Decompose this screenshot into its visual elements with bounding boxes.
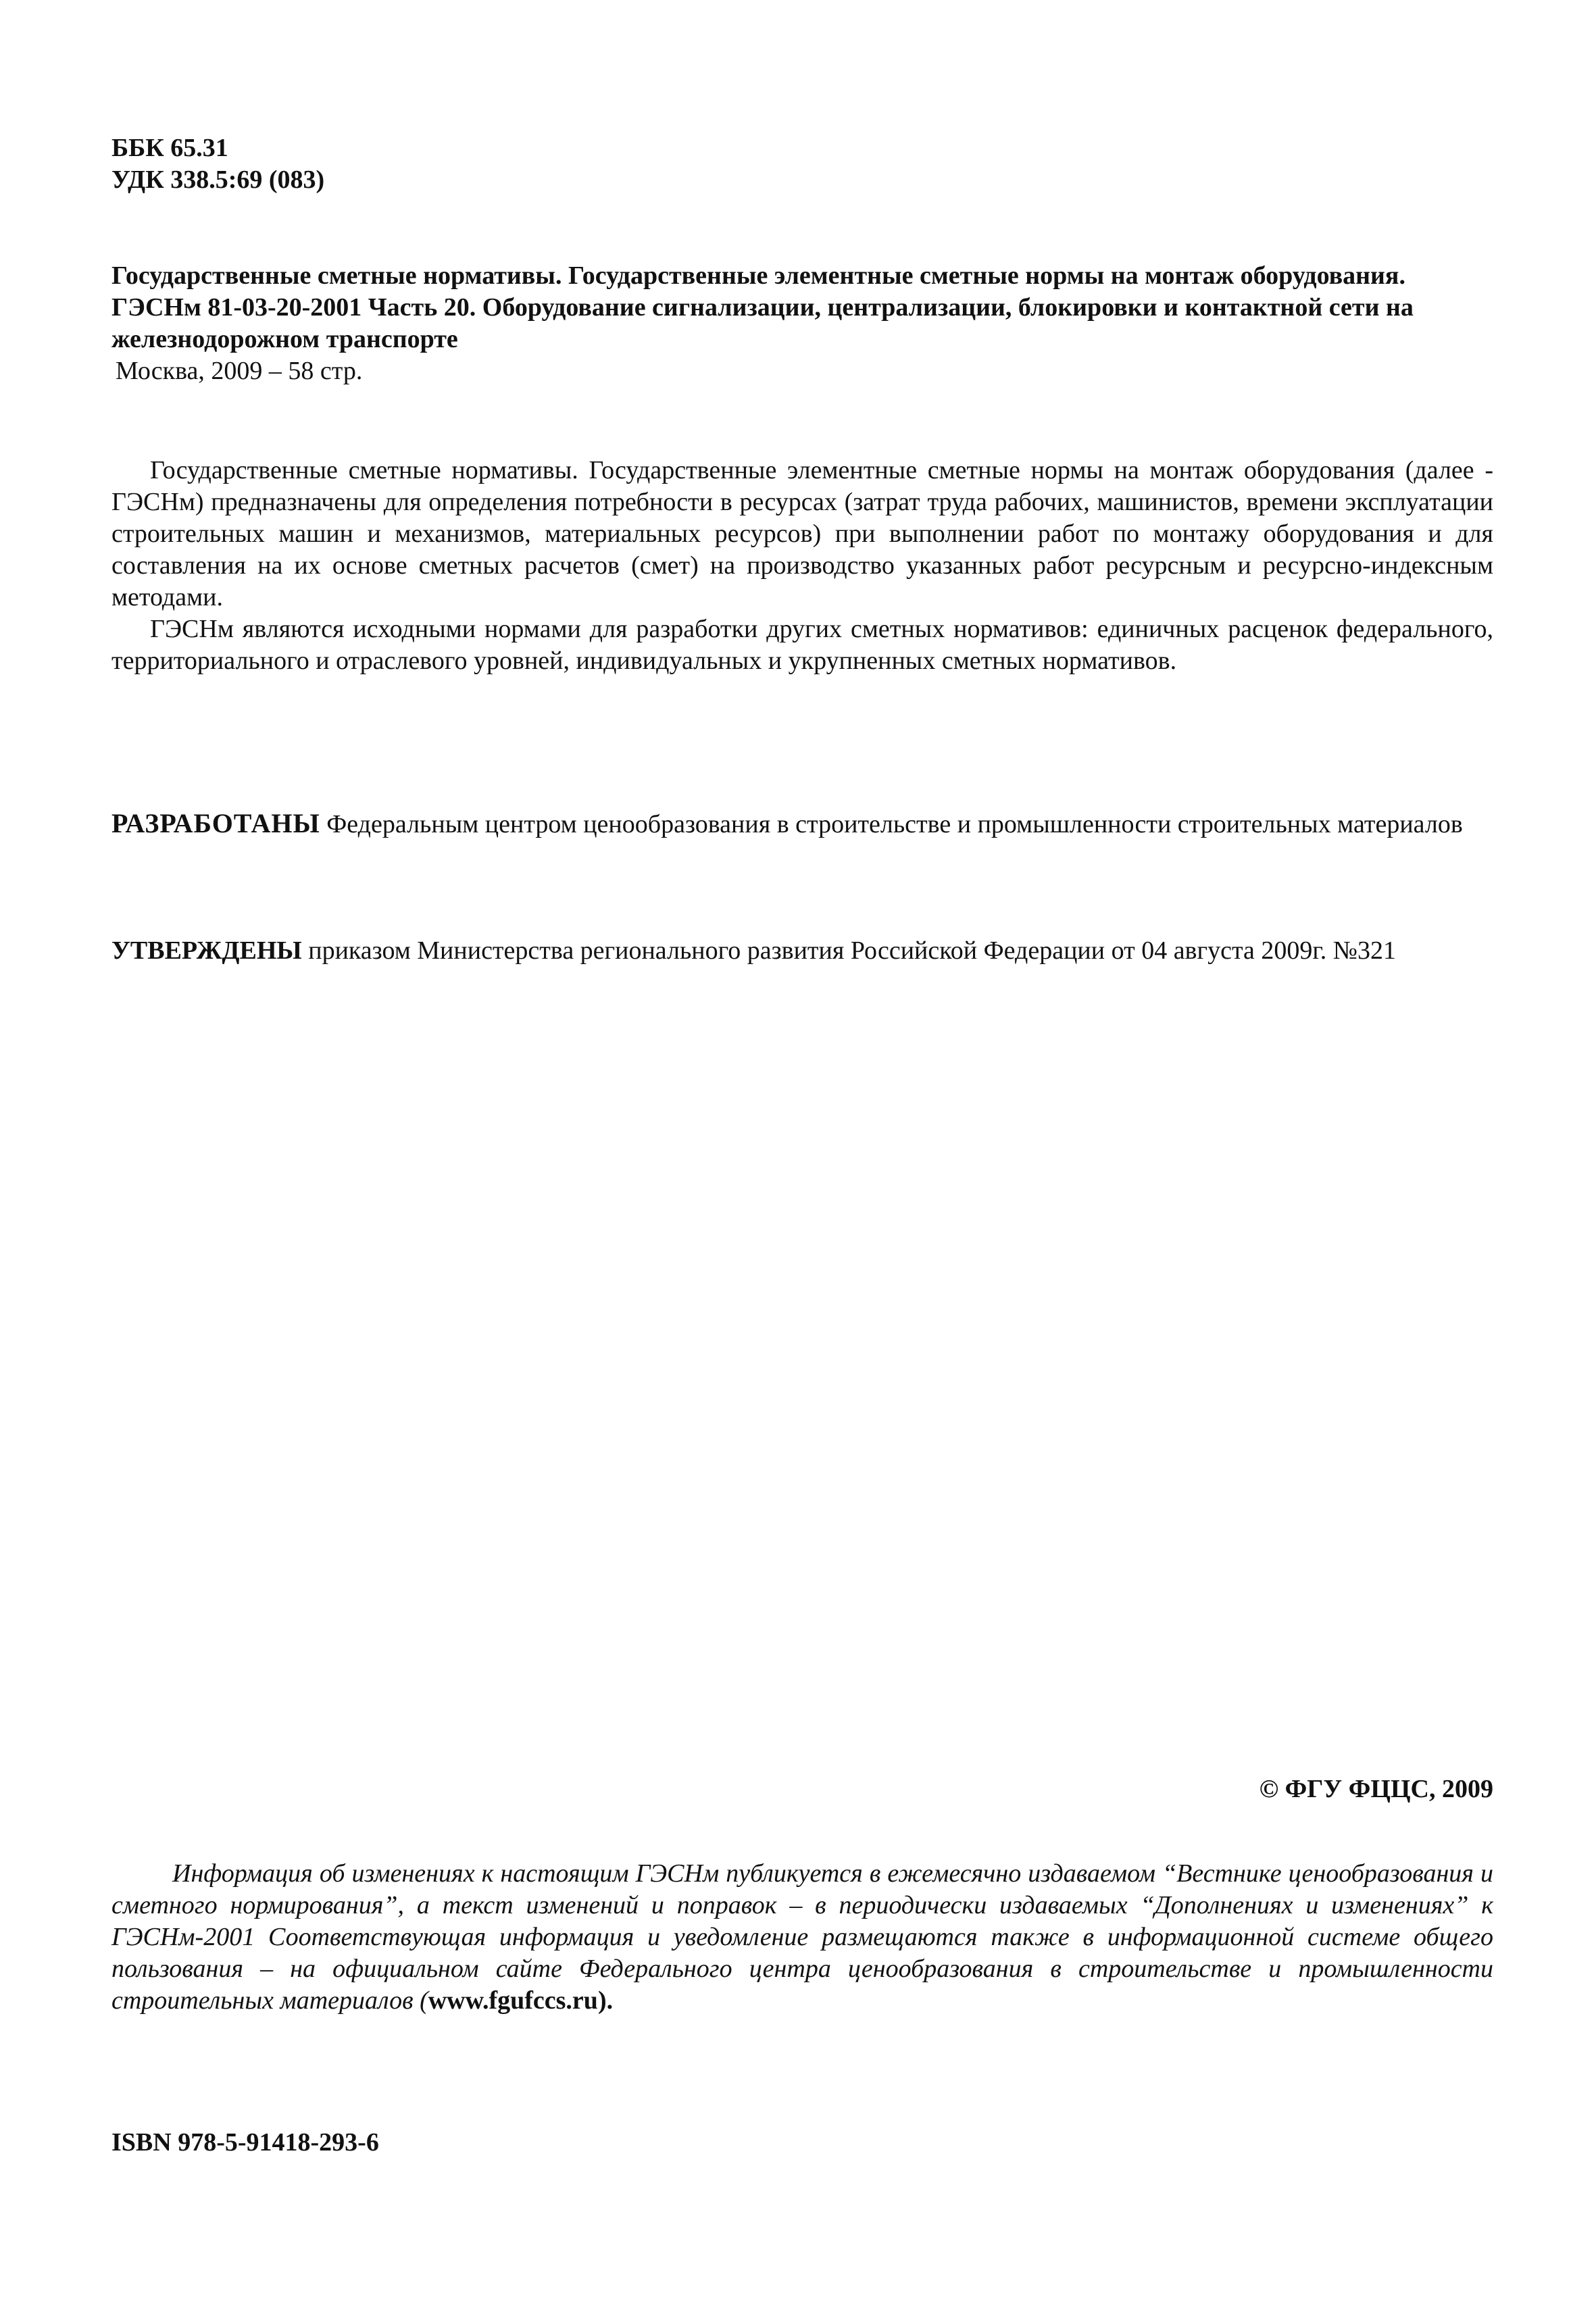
bbk-code: ББК 65.31 [111,134,228,162]
changes-info-paragraph [111,1858,1493,2017]
approved-by [111,935,1493,967]
part-title: ГЭСНм 81-03-20-2001 Часть 20. Оборудование сигнализации, централизации, блокировки и контактной сети на железнодорожном транспорте [111,293,1414,353]
website-link: www.fgufccs.ru [428,1986,598,2015]
developed-label: РАЗРАБОТАНЫ [111,808,320,838]
copyright: © ФГУ ФЦЦС, 2009 [1259,1775,1493,1803]
abstract-paragraph-2: ГЭСНм являются исходными нормами для разработки других сметных нормативов: единичных расценок федерального, территориального и отраслевого уровней, индивидуальных и укрупненных сметных нормативов. [111,615,1493,675]
changes-info-tail: ). [597,1986,614,2015]
developed-by [111,807,1493,840]
imprint: Москва, 2009 – 58 стр. [116,357,363,385]
approved-label: УТВЕРЖДЕНЫ [111,936,302,965]
document-title-block [111,260,1493,387]
approved-text: приказом Министерства регионального развития Российской Федерации от 04 августа 2009г. №321 [301,936,1396,965]
isbn: ISBN 978-5-91418-293-6 [111,2128,379,2157]
changes-info [111,1858,1493,2017]
changes-info-text: Информация об изменениях к настоящим ГЭСНм публикуется в ежемесячно издаваемом “Вестнике ценообразования и сметного нормирования”, а текст изменений и поправок – в периодически издаваемых “Дополнениях и изменениях” к ГЭСНм-2001 Соответствующая информация и уведомление размещаются также в информационной системе общего пользования – на официальном сайте Федерального центра ценообразования в строительстве и промышленности строительных материалов ( [111,1859,1493,2015]
udk-code: УДК 338.5:69 (083) [111,166,325,194]
abstract [111,455,1493,677]
developed-text: Федеральным центром ценообразования в строительстве и промышленности строительных материалов [320,810,1463,838]
abstract-paragraph-1: Государственные сметные нормативы. Государственные элементные сметные нормы на монтаж оборудования (далее - ГЭСНм) предназначены для определения потребности в ресурсах (затрат труда рабочих, машинистов, времени эксплуатации строительных машин и механизмов, материальных ресурсов) при выполнении работ по монтажу оборудования и для составления на их основе сметных расчетов (смет) на производство указанных работ ресурсным и ресурсно-индексным методами. [111,456,1493,611]
series-title: Государственные сметные нормативы. Государственные элементные сметные нормы на монтаж оборудования. [111,261,1405,290]
classification-codes [111,132,1493,196]
